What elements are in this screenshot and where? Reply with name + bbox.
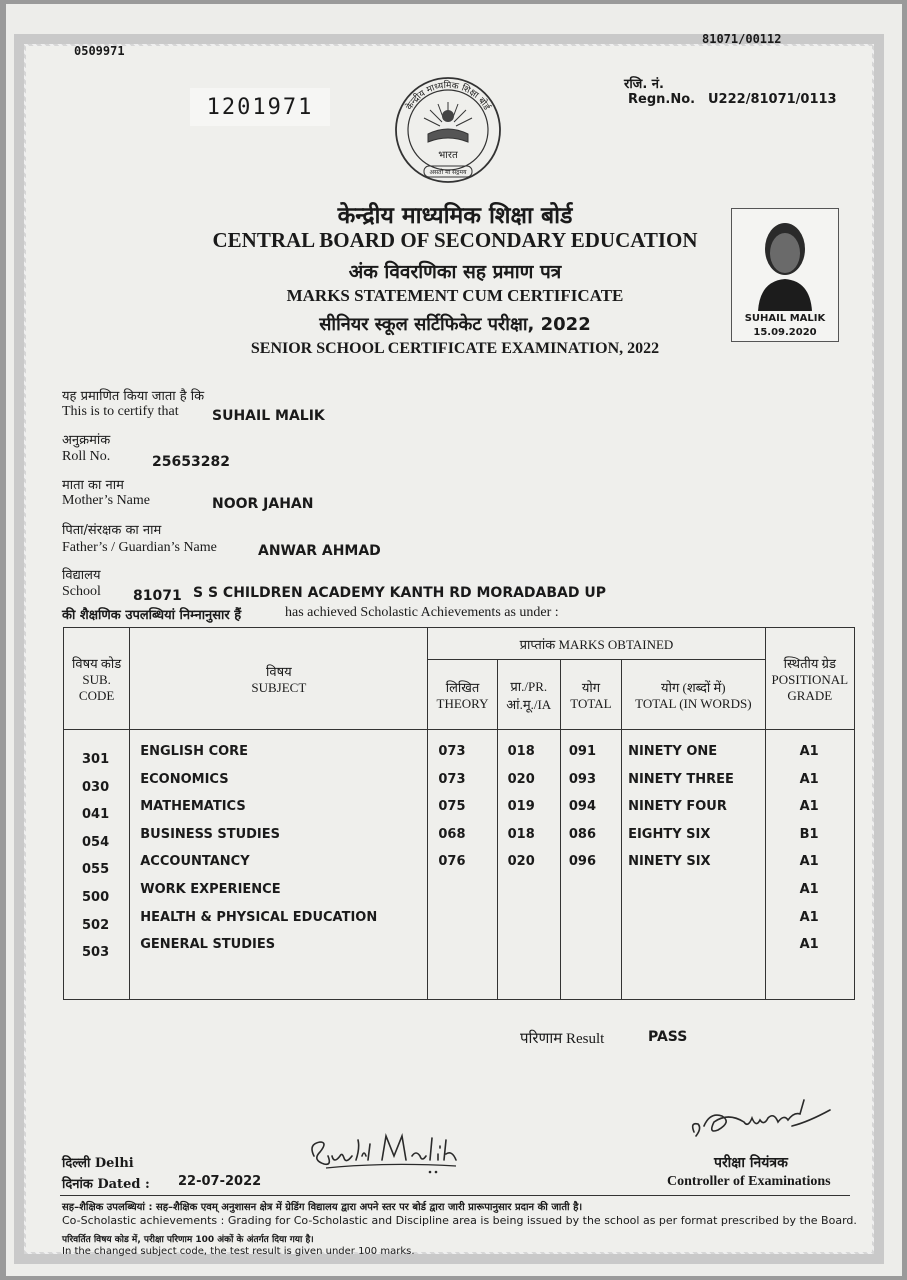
- dated-label: दिनांक Dated :: [62, 1177, 150, 1192]
- header-pr-hindi: प्रा./PR.: [510, 678, 548, 694]
- header-words-hindi: योग (शब्दों में): [661, 679, 726, 695]
- marks-table: [63, 627, 855, 1000]
- header-total-en: TOTAL: [570, 695, 612, 711]
- total-marks: 091: [568, 744, 596, 759]
- subject-name: MATHEMATICS: [140, 799, 246, 815]
- footnote-en-2: In the changed subject code, the test result is given under 100 marks.: [62, 1246, 415, 1257]
- exam-title: SENIOR SCHOOL CERTIFICATE EXAMINATION, 2022: [250, 340, 660, 357]
- total-in-words: EIGHTY SIX: [628, 826, 711, 842]
- subject-code: 500: [82, 890, 110, 905]
- practical-marks: 018: [507, 826, 535, 842]
- total-marks: 096: [568, 854, 596, 870]
- column-codes: [64, 730, 130, 1000]
- theory-marks: 073: [438, 771, 466, 787]
- column-total: [560, 730, 621, 1000]
- theory-marks: 076: [438, 854, 466, 870]
- positional-grade: A1: [799, 744, 819, 759]
- emblem-bharat: भारत: [438, 150, 458, 161]
- candidate-signature: [306, 1126, 466, 1178]
- roll-label: Roll No.: [62, 449, 111, 464]
- roll-label-hindi: अनुक्रमांक: [62, 433, 111, 448]
- subject-code: 041: [82, 807, 110, 823]
- header-marks-hindi: प्राप्तांक: [519, 636, 556, 652]
- mother-label-hindi: माता का नाम: [62, 478, 124, 493]
- total-marks: 086: [568, 826, 596, 842]
- subject-name: GENERAL STUDIES: [140, 937, 276, 953]
- emblem-text: केन्द्रीय माध्यमिक शिक्षा बोर्ड: [404, 80, 492, 113]
- candidate-name: SUHAIL MALIK: [212, 408, 325, 424]
- header-theory-en: THEORY: [436, 695, 489, 711]
- footnote-hindi-1: सह–शैक्षिक उपलब्धियां : सह–शैक्षिक एवम् अनुशासन क्षेत्र में ग्रेडिंग विद्यालय द्वारा अपने स्तर पर बोर्ड द्वारा जारी प्रारूपानुसार प्रदान की जाती है।: [62, 1202, 583, 1213]
- subject-name: ACCOUNTANCY: [140, 854, 250, 870]
- header-sub-code: [64, 628, 130, 730]
- practical-marks: 020: [507, 771, 535, 787]
- board-name-hindi: केन्द्रीय माध्यमिक शिक्षा बोर्ड: [337, 203, 573, 229]
- practical-marks: 020: [507, 854, 535, 870]
- document-title: MARKS STATEMENT CUM CERTIFICATE: [286, 286, 624, 305]
- candidate-photo: [731, 208, 839, 342]
- header-code-hindi: विषय कोड: [72, 655, 122, 671]
- theory-marks: 075: [438, 799, 466, 815]
- place: [62, 1153, 134, 1171]
- header-subject-en: SUBJECT: [251, 679, 307, 695]
- mother-name: NOOR JAHAN: [212, 496, 314, 512]
- person-photo-icon: [754, 215, 816, 311]
- total-marks: 094: [568, 799, 596, 815]
- positional-grade: A1: [799, 882, 819, 897]
- total-marks: 093: [568, 771, 596, 787]
- father-label: Father’s / Guardian’s Name: [62, 540, 217, 555]
- roll-number: 25653282: [152, 454, 230, 470]
- regn-label: Regn.No.: [628, 92, 696, 107]
- exam-title-hindi: सीनियर स्कूल सर्टिफिकेट परीक्षा, 2022: [319, 314, 591, 335]
- subject-code: 301: [82, 752, 110, 767]
- subject-code: 055: [82, 862, 110, 878]
- footnote-en-1: Co-Scholastic achievements : Grading for Co-Scholastic and Discipline area is being issued by the school as per format prescribed by the Board.: [62, 1214, 857, 1227]
- footer-divider: [60, 1195, 850, 1196]
- header-marks-en: MARKS OBTAINED: [558, 636, 674, 652]
- subject-code: 054: [82, 834, 110, 850]
- serial-number-right: 81071/00112: [702, 32, 782, 46]
- header-subject-hindi: विषय: [265, 663, 292, 679]
- column-grade: [765, 730, 854, 1000]
- theory-marks: 068: [438, 826, 466, 842]
- place-hindi: दिल्ली: [62, 1156, 91, 1171]
- certificate-number: 1201971: [190, 88, 330, 126]
- school-name: S S CHILDREN ACADEMY KANTH RD MORADABAD UP: [193, 585, 607, 601]
- practical-marks: 018: [507, 744, 535, 759]
- positional-grade: A1: [799, 771, 819, 787]
- header-code-en1: SUB.: [82, 671, 111, 687]
- total-in-words: NINETY SIX: [628, 854, 711, 870]
- header-pr-en: आं.मू./IA: [506, 696, 552, 712]
- column-total-words: [622, 730, 766, 1000]
- header-total: [560, 660, 621, 730]
- dated-value: 22-07-2022: [178, 1174, 262, 1189]
- header-words-en: TOTAL (IN WORDS): [635, 695, 752, 711]
- header-total-hindi: योग: [581, 679, 601, 695]
- subject-code: 030: [82, 779, 110, 795]
- result-value: PASS: [648, 1029, 688, 1045]
- header-practical: [497, 660, 560, 730]
- header-grade-en2: GRADE: [787, 687, 833, 703]
- header-code-en2: CODE: [78, 687, 115, 703]
- result-label-hindi: परिणाम: [520, 1031, 563, 1047]
- subject-name: WORK EXPERIENCE: [140, 882, 281, 897]
- school-label-hindi: विद्यालय: [62, 568, 101, 583]
- positional-grade: A1: [799, 909, 819, 925]
- board-name: CENTRAL BOARD OF SECONDARY EDUCATION: [212, 228, 698, 252]
- controller-label-hindi: परीक्षा नियंत्रक: [714, 1155, 788, 1171]
- positional-grade: A1: [799, 937, 819, 953]
- photo-name: SUHAIL MALIK: [744, 313, 826, 324]
- document-title-hindi: अंक विवरणिका सह प्रमाण पत्र: [348, 261, 562, 283]
- emblem-motto: असतो मा सद्गमय: [429, 169, 467, 176]
- subject-name: HEALTH & PHYSICAL EDUCATION: [140, 909, 378, 925]
- header-grade-hindi: स्थितीय ग्रेड: [783, 655, 836, 671]
- positional-grade: B1: [799, 826, 819, 842]
- cbse-emblem-icon: [388, 72, 508, 192]
- place-en: Delhi: [94, 1156, 134, 1171]
- regn-number: U222/81071/0113: [708, 92, 837, 107]
- positional-grade: A1: [799, 854, 819, 870]
- certify-label: This is to certify that: [62, 404, 179, 419]
- controller-label: Controller of Examinations: [667, 1174, 831, 1189]
- subject-name: ECONOMICS: [140, 771, 229, 787]
- total-in-words: NINETY ONE: [628, 744, 718, 759]
- regn-label-hindi: रजि. नं.: [624, 77, 664, 92]
- school-code: 81071: [133, 588, 182, 604]
- positional-grade: A1: [799, 799, 819, 815]
- column-practical: [497, 730, 560, 1000]
- achieved-label-hindi: की शैक्षणिक उपलब्धियां निम्नानुसार हैं: [62, 608, 242, 623]
- footnote-hindi-2: परिवर्तित विषय कोड में, परीक्षा परिणाम 100 अंकों के अंतर्गत दिया गया है।: [62, 1235, 314, 1245]
- mother-label: Mother’s Name: [62, 493, 150, 508]
- header-grade: [765, 628, 854, 730]
- practical-marks: 019: [507, 799, 535, 815]
- header-grade-en1: POSITIONAL: [771, 671, 849, 687]
- serial-number-left: 0509971: [74, 44, 125, 58]
- subject-code: 503: [82, 945, 110, 961]
- theory-marks: 073: [438, 744, 466, 759]
- photo-date: 15.09.2020: [753, 327, 817, 338]
- certify-label-hindi: यह प्रमाणित किया जाता है कि: [62, 389, 205, 404]
- subject-code: 502: [82, 917, 110, 933]
- controller-signature: [688, 1092, 838, 1152]
- header-marks-obtained: [428, 628, 765, 660]
- school-label: School: [62, 584, 101, 599]
- header-subject: [130, 628, 428, 730]
- father-name: ANWAR AHMAD: [258, 543, 381, 559]
- result-label: [520, 1028, 604, 1048]
- total-in-words: NINETY FOUR: [628, 799, 727, 815]
- subject-name: ENGLISH CORE: [140, 744, 249, 759]
- header-theory-hindi: लिखित: [445, 679, 480, 695]
- result-label-en: Result: [566, 1031, 605, 1047]
- father-label-hindi: पिता/संरक्षक का नाम: [62, 523, 162, 538]
- total-in-words: NINETY THREE: [628, 771, 734, 787]
- header-theory: [428, 660, 497, 730]
- subject-name: BUSINESS STUDIES: [140, 826, 280, 842]
- column-theory: [428, 730, 497, 1000]
- column-subjects: [130, 730, 428, 1000]
- achieved-label: has achieved Scholastic Achievements as under :: [285, 605, 559, 620]
- header-total-words: [622, 660, 766, 730]
